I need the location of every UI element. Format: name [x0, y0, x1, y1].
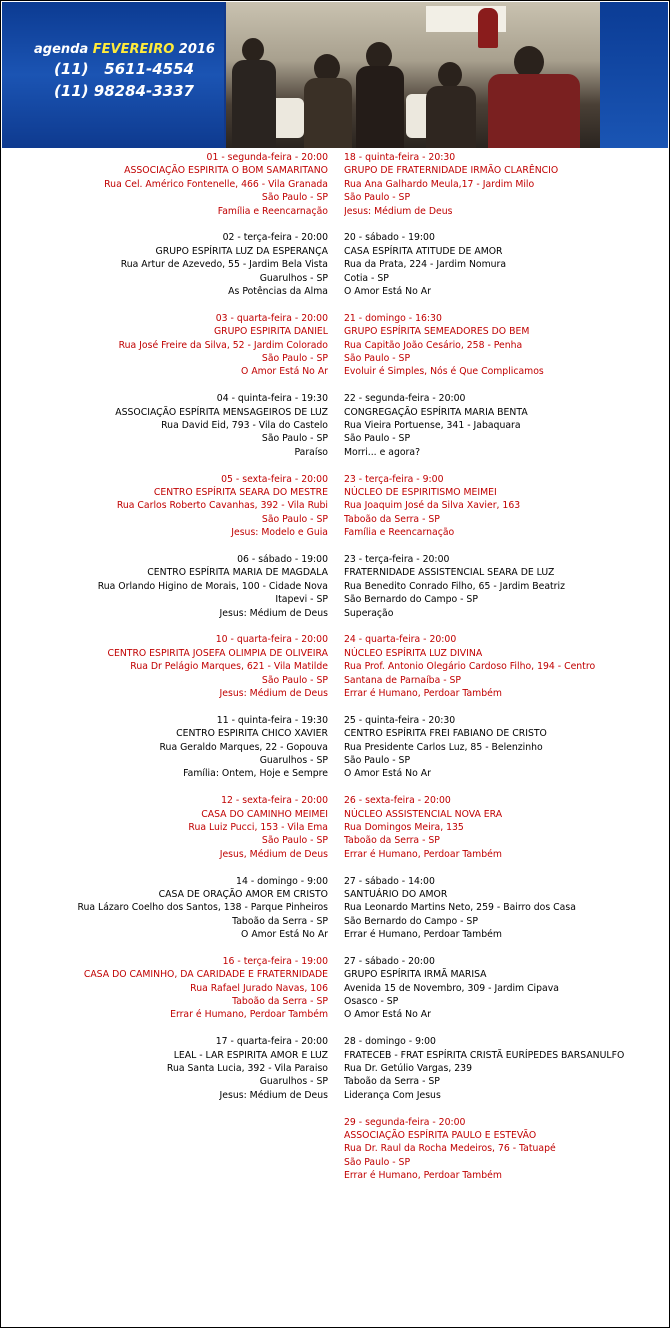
- event-city: São Paulo - SP: [261, 352, 328, 364]
- event-date: 23 - terça-feira - 9:00: [344, 473, 444, 485]
- speaker-figure: [478, 8, 498, 48]
- event-city: São Paulo - SP: [344, 433, 411, 445]
- event-date: 04 - quinta-feira - 19:30: [216, 393, 328, 405]
- event-date: 16 - terça-feira - 19:00: [222, 955, 328, 967]
- event-entry: [1, 151, 328, 231]
- event-name: LEAL - LAR ESPIRITA AMOR E LUZ: [173, 1049, 328, 1061]
- event-entry: [1, 553, 328, 633]
- event-city: São Paulo - SP: [344, 352, 411, 364]
- audience-head: [438, 62, 462, 88]
- event-city: São Paulo - SP: [261, 192, 328, 204]
- event-date: 10 - quarta-feira - 20:00: [215, 634, 328, 646]
- audience-body: [232, 60, 276, 148]
- event-name: GRUPO ESPÍRITA SEMEADORES DO BEM: [344, 326, 530, 338]
- event-topic: Família e Reencarnação: [217, 205, 328, 217]
- event-address: Rua da Prata, 224 - Jardim Nomura: [344, 259, 507, 271]
- event-address: Rua Carlos Roberto Cavanhas, 392 - Vila Rubi: [116, 500, 328, 512]
- event-city: Itapevi - SP: [275, 594, 328, 606]
- event-entry: [1, 392, 328, 472]
- event-address: Rua Joaquim José da Silva Xavier, 163: [344, 500, 521, 512]
- event-city: Taboão da Serra - SP: [344, 835, 440, 847]
- event-name: NÚCLEO DE ESPIRITISMO MEIMEI: [344, 486, 497, 498]
- event-entry: [1, 312, 328, 392]
- event-city: São Paulo - SP: [261, 674, 328, 686]
- event-entry: [344, 151, 664, 231]
- event-city: São Paulo - SP: [344, 192, 411, 204]
- event-city: Taboão da Serra - SP: [344, 1076, 440, 1088]
- event-date: 28 - domingo - 9:00: [344, 1036, 436, 1048]
- event-topic: Jesus: Médium de Deus: [219, 1089, 328, 1101]
- event-topic: Jesus: Médium de Deus: [344, 205, 453, 217]
- event-date: 03 - quarta-feira - 20:00: [215, 312, 328, 324]
- event-entry: [1, 875, 328, 955]
- event-date: 27 - sábado - 14:00: [344, 875, 435, 887]
- audience-body: [356, 66, 404, 148]
- event-topic: Jesus: Médium de Deus: [219, 687, 328, 699]
- event-entry: [344, 1035, 664, 1115]
- event-date: 23 - terça-feira - 20:00: [344, 553, 450, 565]
- event-name: CENTRO ESPIRITA CHICO XAVIER: [176, 728, 328, 740]
- phone-mobile: (11) 98284-3337: [54, 82, 194, 100]
- event-address: Rua Dr. Raul da Rocha Medeiros, 76 - Tatuapé: [344, 1143, 556, 1155]
- agenda-year: 2016: [178, 42, 215, 57]
- agenda-label: agenda: [34, 42, 89, 57]
- event-address: Rua Luiz Pucci, 153 - Vila Ema: [188, 821, 328, 833]
- event-address: Rua Ana Galhardo Meula,17 - Jardim Milo: [344, 178, 535, 190]
- phone-landline: (11) 5611-4554: [54, 60, 194, 78]
- event-name: CONGREGAÇÃO ESPÍRITA MARIA BENTA: [344, 406, 528, 418]
- event-entry: [344, 955, 664, 1035]
- event-city: Taboão da Serra - SP: [232, 996, 328, 1008]
- event-topic: O Amor Está No Ar: [344, 768, 431, 780]
- audience-body: [488, 74, 580, 148]
- event-date: 18 - quinta-feira - 20:30: [344, 152, 456, 163]
- event-topic: Família: Ontem, Hoje e Sempre: [183, 768, 328, 780]
- event-address: Rua Orlando Higino de Morais, 100 - Cidade Nova: [97, 580, 328, 592]
- event-topic: Evoluir é Simples, Nós é Que Complicamos: [344, 366, 544, 378]
- event-address: Rua Presidente Carlos Luz, 85 - Belenzinho: [344, 741, 543, 753]
- event-name: ASSOCIAÇÃO ESPÍRITA MENSAGEIROS DE LUZ: [115, 406, 328, 418]
- event-topic: O Amor Está No Ar: [241, 366, 328, 378]
- event-topic: Errar é Humano, Perdoar Também: [344, 1170, 502, 1182]
- event-name: FRATECEB - FRAT ESPÍRITA CRISTÃ EURÍPEDES BARSANULFO: [344, 1049, 625, 1061]
- event-topic: As Potências da Alma: [228, 285, 328, 297]
- event-address: Rua Dr. Getúlio Vargas, 239: [344, 1063, 472, 1075]
- banner-text-panel: [2, 2, 224, 148]
- event-address: Rua Leonardo Martins Neto, 259 - Bairro dos Casa: [344, 902, 576, 914]
- event-city: São Paulo - SP: [344, 1156, 411, 1168]
- schedule-right-column: [344, 151, 664, 1196]
- event-city: São Bernardo do Campo - SP: [344, 915, 478, 927]
- event-date: 02 - terça-feira - 20:00: [222, 232, 328, 244]
- event-name: CASA ESPÍRITA ATITUDE DE AMOR: [344, 245, 503, 257]
- event-topic: O Amor Está No Ar: [344, 285, 431, 297]
- event-topic: O Amor Está No Ar: [241, 929, 328, 941]
- event-name: GRUPO DE FRATERNIDADE IRMÃO CLARÊNCIO: [344, 165, 559, 177]
- event-topic: Errar é Humano, Perdoar Também: [344, 929, 502, 941]
- event-date: 22 - segunda-feira - 20:00: [344, 393, 466, 405]
- event-name: ASSOCIAÇÃO ESPIRITA O BOM SAMARITANO: [124, 165, 328, 177]
- event-topic: Jesus: Médium de Deus: [219, 607, 328, 619]
- event-topic: Morri... e agora?: [344, 446, 421, 458]
- event-date: 20 - sábado - 19:00: [344, 232, 435, 244]
- event-entry: [344, 553, 664, 633]
- event-date: 24 - quarta-feira - 20:00: [344, 634, 457, 646]
- event-city: Santana de Parnaíba - SP: [344, 674, 462, 686]
- event-name: ASSOCIAÇÃO ESPÍRITA PAULO E ESTEVÃO: [344, 1130, 537, 1142]
- event-address: Rua Lázaro Coelho dos Santos, 138 - Parque Pinheiros: [77, 902, 328, 914]
- event-topic: Jesus, Médium de Deus: [219, 848, 328, 860]
- event-entry: [1, 714, 328, 794]
- event-entry: [344, 1116, 664, 1196]
- event-entry: [1, 473, 328, 553]
- event-city: Guarulhos - SP: [259, 754, 328, 766]
- event-city: Guarulhos - SP: [259, 1076, 328, 1088]
- event-date: 17 - quarta-feira - 20:00: [215, 1036, 328, 1048]
- event-date: 12 - sexta-feira - 20:00: [221, 795, 328, 807]
- event-topic: Família e Reencarnação: [344, 527, 455, 539]
- event-name: CENTRO ESPÍRITA FREI FABIANO DE CRISTO: [344, 728, 547, 740]
- event-name: CENTRO ESPIRITA JOSEFA OLIMPIA DE OLIVEIRA: [107, 647, 328, 659]
- banner-right-band: [600, 2, 668, 148]
- event-entry: [344, 633, 664, 713]
- event-entry: [344, 312, 664, 392]
- header-banner: [2, 2, 668, 148]
- event-city: Guarulhos - SP: [259, 272, 328, 284]
- event-name: FRATERNIDADE ASSISTENCIAL SEARA DE LUZ: [344, 567, 555, 579]
- event-city: Cotia - SP: [344, 272, 389, 284]
- event-address: Rua Domingos Meira, 135: [344, 821, 464, 833]
- event-date: 27 - sábado - 20:00: [344, 955, 435, 967]
- event-city: Osasco - SP: [344, 996, 399, 1008]
- event-topic: Liderança Com Jesus: [344, 1089, 441, 1101]
- event-date: 25 - quinta-feira - 20:30: [344, 714, 456, 726]
- event-entry: [1, 231, 328, 311]
- audience-body: [304, 78, 352, 148]
- event-name: GRUPO ESPÍRITA LUZ DA ESPERANÇA: [155, 245, 328, 257]
- event-address: Rua Rafael Jurado Navas, 106: [190, 982, 328, 994]
- event-entry: [344, 473, 664, 553]
- event-topic: Paraíso: [294, 446, 328, 458]
- event-topic: Jesus: Modelo e Guia: [231, 527, 328, 539]
- event-topic: O Amor Está No Ar: [344, 1009, 431, 1021]
- event-address: Rua José Freire da Silva, 52 - Jardim Colorado: [118, 339, 328, 351]
- agenda-month: FEVEREIRO: [92, 42, 175, 57]
- event-topic: Errar é Humano, Perdoar Também: [344, 687, 502, 699]
- event-topic: Superação: [344, 607, 394, 619]
- schedule-left-column: [1, 151, 328, 1116]
- event-city: São Paulo - SP: [261, 513, 328, 525]
- event-name: NÚCLEO ASSISTENCIAL NOVA ERA: [344, 808, 503, 820]
- event-name: GRUPO ESPÍRITA IRMÃ MARISA: [344, 969, 487, 981]
- event-date: 11 - quinta-feira - 19:30: [216, 714, 328, 726]
- event-entry: [344, 794, 664, 874]
- event-address: Rua Geraldo Marques, 22 - Gopouva: [159, 741, 328, 753]
- audience-body: [426, 86, 476, 148]
- event-name: CASA DO CAMINHO, DA CARIDADE E FRATERNIDADE: [83, 969, 328, 981]
- event-address: Rua Vieira Portuense, 341 - Jabaquara: [344, 419, 521, 431]
- event-city: São Paulo - SP: [261, 835, 328, 847]
- event-address: Rua Artur de Azevedo, 55 - Jardim Bela Vista: [120, 259, 328, 271]
- event-entry: [344, 875, 664, 955]
- event-address: Rua Prof. Antonio Olegário Cardoso Filho, 194 - Centro: [344, 661, 596, 673]
- event-address: Rua Santa Lucia, 392 - Vila Paraiso: [166, 1063, 328, 1075]
- event-address: Rua Capitão João Cesário, 258 - Penha: [344, 339, 523, 351]
- event-entry: [1, 955, 328, 1035]
- event-city: São Paulo - SP: [261, 433, 328, 445]
- event-entry: [1, 633, 328, 713]
- event-photo: [226, 2, 600, 148]
- event-entry: [344, 392, 664, 472]
- event-entry: [1, 794, 328, 874]
- event-name: GRUPO ESPIRITA DANIEL: [213, 326, 328, 338]
- event-name: SANTUÁRIO DO AMOR: [344, 888, 448, 900]
- event-entry: [344, 231, 664, 311]
- event-topic: Errar é Humano, Perdoar Também: [170, 1009, 328, 1021]
- event-city: São Paulo - SP: [344, 754, 411, 766]
- event-name: CENTRO ESPÍRITA SEARA DO MESTRE: [153, 486, 328, 498]
- event-topic: Errar é Humano, Perdoar Também: [344, 848, 502, 860]
- event-city: São Bernardo do Campo - SP: [344, 594, 478, 606]
- event-name: NÚCLEO ESPÍRITA LUZ DIVINA: [344, 647, 483, 659]
- event-address: Rua Benedito Conrado Filho, 65 - Jardim Beatriz: [344, 580, 565, 592]
- event-entry: [1, 1035, 328, 1115]
- event-name: CASA DE ORAÇÃO AMOR EM CRISTO: [158, 888, 328, 900]
- event-date: 14 - domingo - 9:00: [236, 875, 328, 887]
- event-date: 06 - sábado - 19:00: [237, 553, 328, 565]
- event-address: Avenida 15 de Novembro, 309 - Jardim Cipava: [344, 982, 559, 994]
- event-city: Taboão da Serra - SP: [344, 513, 440, 525]
- event-date: 01 - segunda-feira - 20:00: [206, 152, 328, 163]
- event-date: 29 - segunda-feira - 20:00: [344, 1116, 466, 1128]
- event-entry: [344, 714, 664, 794]
- event-address: Rua Cel. Américo Fontenelle, 466 - Vila Granada: [104, 178, 328, 190]
- event-date: 26 - sexta-feira - 20:00: [344, 795, 451, 807]
- agenda-title: [34, 42, 215, 57]
- event-address: Rua Dr Pelágio Marques, 621 - Vila Matilde: [130, 661, 328, 673]
- event-date: 05 - sexta-feira - 20:00: [221, 473, 328, 485]
- event-name: CASA DO CAMINHO MEIMEI: [201, 808, 328, 820]
- event-city: Taboão da Serra - SP: [232, 915, 328, 927]
- event-address: Rua David Eid, 793 - Vila do Castelo: [161, 419, 328, 431]
- audience-head: [242, 38, 264, 62]
- event-name: CENTRO ESPÍRITA MARIA DE MAGDALA: [147, 567, 328, 579]
- event-date: 21 - domingo - 16:30: [344, 312, 442, 324]
